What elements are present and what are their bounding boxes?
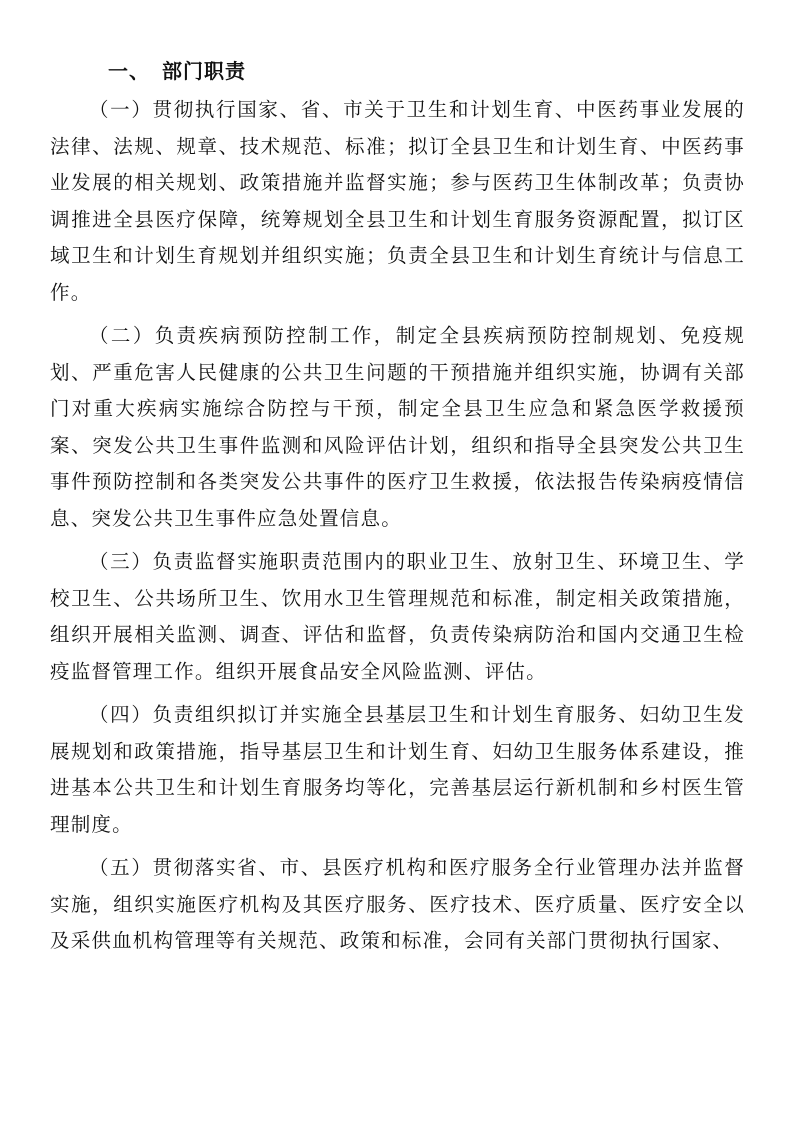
paragraph-duty-3: （三）负责监督实施职责范围内的职业卫生、放射卫生、环境卫生、学校卫生、公共场所卫生、饮用水卫生管理规范和标准，制定相关政策措施，组织开展相关监测、调查、评估和监督，负责传染病防治和国内交通卫生检疫监督管理工作。组织开展食品安全风险监测、评估。 [50,550,745,683]
paragraph-duty-1: （一）贯彻执行国家、省、市关于卫生和计划生育、中医药事业发展的法律、法规、规章、技术规范、标准；拟订全县卫生和计划生育、中医药事业发展的相关规划、政策措施并监督实施；参与医药卫生体制改革；负责协调推进全县医疗保障，统筹规划全县卫生和计划生育服务资源配置，拟订区域卫生和计划生育规划并组织实施；负责全县卫生和计划生育统计与信息工作。 [50,98,745,304]
section-heading [108,56,246,86]
body-text [50,92,745,967]
section-title: 部门职责 [162,59,246,83]
paragraph-duty-5: （五）贯彻落实省、市、县医疗机构和医疗服务全行业管理办法并监督实施，组织实施医疗机构及其医疗服务、医疗技术、医疗质量、医疗安全以及采供血机构管理等有关规范、政策和标准，会同有关部门贯彻执行国家、 [50,856,745,952]
paragraph-duty-4: （四）负责组织拟订并实施全县基层卫生和计划生育服务、妇幼卫生发展规划和政策措施，指导基层卫生和计划生育、妇幼卫生服务体系建设，推进基本公共卫生和计划生育服务均等化，完善基层运行新机制和乡村医生管理制度。 [50,703,745,836]
section-number: 一、 [108,59,150,83]
paragraph-duty-2: （二）负责疾病预防控制工作，制定全县疾病预防控制规划、免疫规划、严重危害人民健康的公共卫生问题的干预措施并组织实施，协调有关部门对重大疾病实施综合防控与干预，制定全县卫生应急和紧急医学救援预案、突发公共卫生事件监测和风险评估计划，组织和指导全县突发公共卫生事件预防控制和各类突发公共事件的医疗卫生救援，依法报告传染病疫情信息、突发公共卫生事件应急处置信息。 [50,324,745,530]
